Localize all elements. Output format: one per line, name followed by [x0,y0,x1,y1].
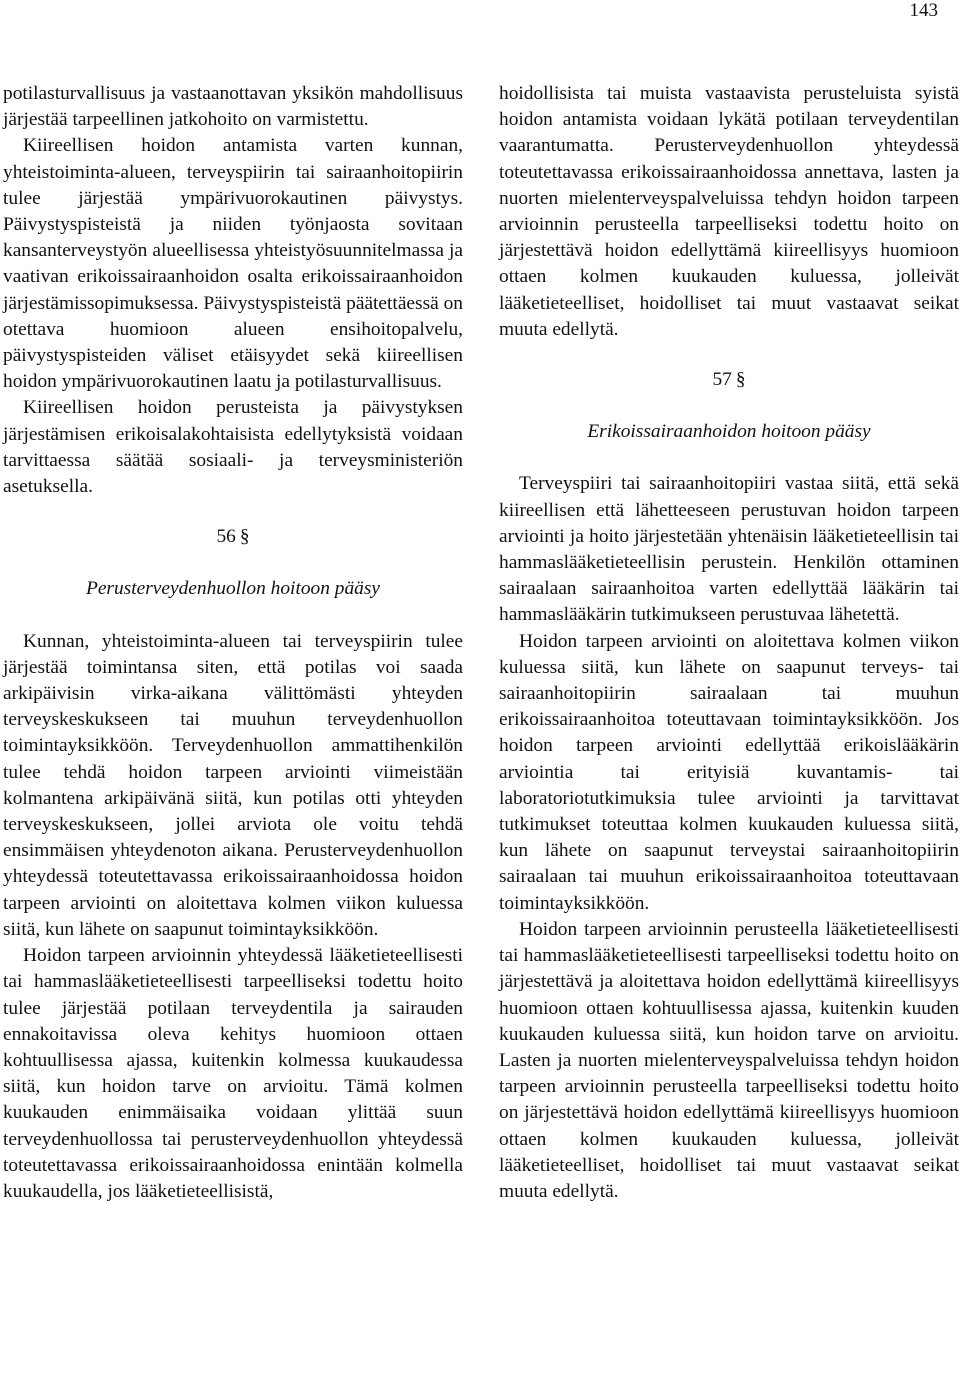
section-sign: § [239,526,250,548]
paragraph: Kunnan, yhteistoiminta-alueen tai terveyspiirin tulee järjestää toimintansa siten, että potilas voi saada arkipäivisin virka-aikana välittömästi yhteyden terveyskeskukseen tai muuhun terveydenhuollon toimintayksikköön. Terveydenhuollon ammattihenkilön tulee tehdä hoidon tarpeen arviointi viimeistään kolmantena arkipäivänä siitä, kun potilas otti yhteyden terveyskeskukseen, jollei arviota ole voitu tehdä ensimmäisen yhteydenoton aikana. Perusterveydenhuollon yhteydessä toteutettavassa erikoissairaanhoidossa hoidon tarpeen arviointi on aloitettava kolmen viikon kuluessa siitä, kun lähete on saapunut toimintayksikköön. [3,630,463,940]
section-title: Perusterveydenhuollon hoitoon pääsy [85,578,381,600]
paragraph: Kiireellisen hoidon perusteista ja päivystyksen järjestämisen erikoisalakohtaisista edellytyksistä voidaan tarvittaessa säätää sosiaali- ja terveysministeriön asetuksella. [3,397,463,498]
paragraph: Kiireellisen hoidon antamista varten kunnan, yhteistoiminta-alueen, terveyspiirin tai sairaanhoitopiirin tulee järjestää ympärivuorokautinen päivystys. Päivystyspisteistä ja niiden työnjaosta sovitaan kansanterveystyön alueellisessa yhteistyösuunnitelmassa ja vaativan erikoissairaanhoidon osalta erikoissairaanhoidon järjestämissopimuksessa. Päivystyspisteistä päätettäessä on otettava huomioon alueen ensihoitopalvelu, päivystyspisteiden väliset etäisyydet sekä kiireellisen hoidon ympärivuorokautinen laatu ja potilasturvallisuus. [3,135,463,393]
section-number: 56 [216,526,236,548]
section-sign: § [735,369,746,391]
paragraph: hoidollisista tai muista vastaavista perusteluista syistä hoidon antamista voidaan lykätä potilaan terveydentilan vaarantumatta. Perusterveydenhuollon yhteydessä toteutettavassa erikoissairaanhoidossa annettava, lasten ja nuorten mielenterveyspalveluissa tehdyn hoidon tarpeen arvioinnin perusteella tarpeelliseksi todettu hoito on järjestettävä hoidon edellyttämä kiireellisyys huomioon ottaen kolmen kuukauden kuluessa, jolleivät lääketieteelliset, hoidolliset tai muut vastaavat seikat muuta edellytä. [499,83,959,340]
page-number: 143 [909,0,938,21]
section-number: 57 [712,369,732,391]
paragraph: Hoidon tarpeen arvioinnin yhteydessä lääketieteellisesti tai hammaslääketieteellisesti tarpeelliseksi todettu hoito tulee järjestää potilaan terveydentila ja sairauden ennakoitavissa oleva kehitys huomioon ottaen kohtuullisessa ajassa, kuitenkin kolmessa kuukaudessa siitä, kun hoidon tarve on arvioitu. Tämä kolmen kuukauden enimmäisaika voidaan ylittää suun terveydenhuollossa tai perusterveydenhuollon yhteydessä toteutettavassa erikoissairaanhoidossa enintään kolmella kuukaudella, jos lääketieteellisistä, [3,945,463,1202]
section-title: Erikoissairaanhoidon hoitoon pääsy [587,421,871,443]
right-column [499,81,959,1205]
paragraph: potilasturvallisuus ja vastaanottavan yksikön mahdollisuus järjestää tarpeellinen jatkohoito on varmistettu. [3,83,463,131]
paragraph: Hoidon tarpeen arviointi on aloitettava kolmen viikon kuluessa siitä, kun lähete on saapunut terveys- tai sairaanhoitopiirin sairaalaan tai muuhun erikoissairaanhoitoa toteuttavaan toimintayksikköön. Jos hoidon tarpeen arviointi edellyttää erikoislääkärin arviointia tai erityisiä kuvantamis- tai laboratoriotutkimuksia tulee arviointi ja tarvittavat tutkimukset toteuttaa kolmen kuukauden kuluessa siitä, kun lähete on saapunut terveystai sairaanhoitopiirin sairaalaan tai muuhun erikoissairaanhoitoa toteuttavaan toimintayksikköön. [499,630,959,914]
section-heading-57 [499,367,959,393]
section-heading-56 [3,524,463,550]
left-column [3,81,463,1205]
paragraph: Terveyspiiri tai sairaanhoitopiiri vastaa siitä, että sekä kiireellisen että lähetteeseen perustuvan hoidon tarpeen arviointi ja hoito järjestetään yhtenäisin lääketieteellisin tai hammaslääketieteellisin perustein. Henkilön ottaminen sairaalaan sairaanhoitoa varten edellyttää lääkärin tai hammaslääkärin tutkimukseen perustuvaa lähetettä. [499,473,959,626]
paragraph: Hoidon tarpeen arvioinnin perusteella lääketieteellisesti tai hammaslääketieteellisesti tarpeelliseksi todettu hoito on järjestettävä ja aloitettava hoidon edellyttämä kiireellisyys huomioon ottaen kohtuullisessa ajassa, kuitenkin kuuden kuukauden kuluessa siitä, kun hoidon tarve on arvioitu. Lasten ja nuorten mielenterveyspalveluissa tehdyn hoidon tarpeen arvioinnin perusteella tarpeelliseksi todettu hoito on järjestettävä hoidon edellyttämä kiireellisyys huomioon ottaen kolmen kuukauden kuluessa, jolleivät lääketieteelliset, hoidolliset tai muut vastaavat seikat muuta edellytä. [499,918,959,1202]
